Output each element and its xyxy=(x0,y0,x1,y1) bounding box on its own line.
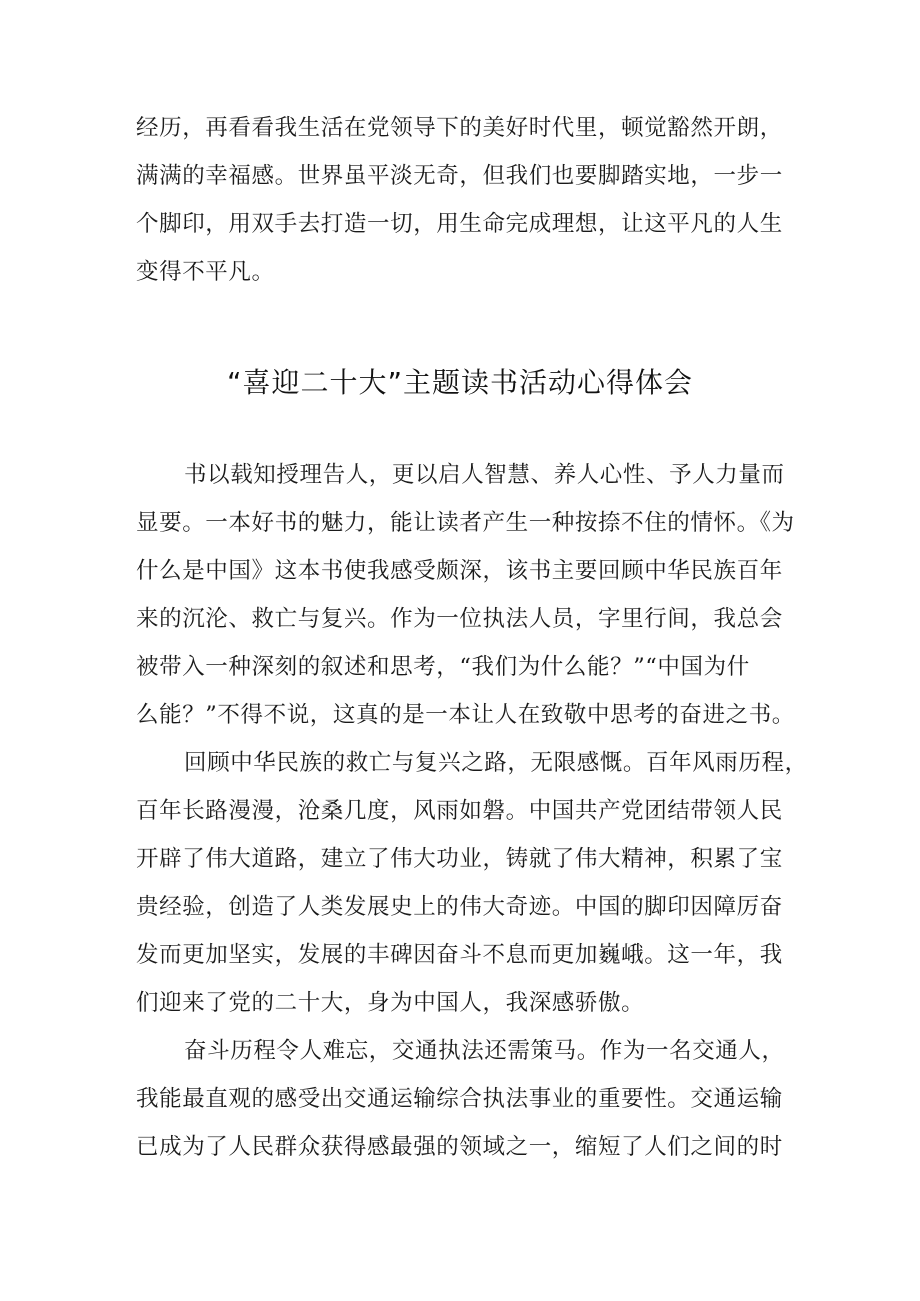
paragraph-1 xyxy=(136,451,796,739)
intro-paragraph xyxy=(136,104,796,296)
intro-line-1: 经历，再看看我生活在党领导下的美好时代里，顿觉豁然开朗， xyxy=(136,115,783,141)
intro-line-4: 变得不平凡。 xyxy=(136,259,275,285)
paragraph-1-line-3: 什么是中国》这本书使我感受颇深，该书主要回顾中华民族百年 xyxy=(136,558,783,584)
paragraph-2-line-2: 百年长路漫漫，沧桑几度，风雨如磐。中国共产党团结带领人民 xyxy=(136,798,783,824)
paragraph-2-line-5: 发而更加坚实，发展的丰碑因奋斗不息而更加巍峨。这一年，我 xyxy=(136,942,783,968)
paragraph-3-line-1: 奋斗历程令人难忘，交通执法还需策马。作为一名交通人， xyxy=(184,1038,785,1064)
paragraph-2-line-3: 开辟了伟大道路，建立了伟大功业，铸就了伟大精神，积累了宝 xyxy=(136,846,783,872)
paragraph-2-line-6: 们迎来了党的二十大，身为中国人，我深感骄傲。 xyxy=(136,990,645,1016)
article-title: “喜迎二十大”主题读书活动心得体会 xyxy=(226,366,693,399)
paragraph-2 xyxy=(136,739,808,1027)
paragraph-3 xyxy=(136,1027,796,1171)
intro-line-2: 满满的幸福感。世界虽平淡无奇，但我们也要脚踏实地，一步一 xyxy=(136,163,783,189)
paragraph-1-line-5: 被带入一种深刻的叙述和思考，“我们为什么能？”“中国为什 xyxy=(136,654,750,680)
paragraph-2-line-4: 贵经验，创造了人类发展史上的伟大奇迹。中国的脚印因障厉奋 xyxy=(136,894,783,920)
intro-line-3: 个脚印，用双手去打造一切，用生命完成理想，让这平凡的人生 xyxy=(136,211,783,237)
paragraph-1-line-2: 显要。一本好书的魅力，能让读者产生一种按捺不住的情怀。《为 xyxy=(136,510,795,536)
paragraph-3-line-2: 我能最直观的感受出交通运输综合执法事业的重要性。交通运输 xyxy=(136,1086,783,1112)
paragraph-1-line-4: 来的沉沦、救亡与复兴。作为一位执法人员，字里行间，我总会 xyxy=(136,606,783,632)
paragraph-2-line-1: 回顾中华民族的救亡与复兴之路，无限感慨。百年风雨历程， xyxy=(184,750,808,776)
paragraph-1-line-6: 么能？”不得不说，这真的是一本让人在致敬中思考的奋进之书。 xyxy=(136,702,795,728)
paragraph-1-line-1: 书以载知授理告人，更以启人智慧、养人心性、予人力量而 xyxy=(184,462,785,488)
paragraph-3-line-3: 已成为了人民群众获得感最强的领域之一，缩短了人们之间的时 xyxy=(136,1134,783,1160)
